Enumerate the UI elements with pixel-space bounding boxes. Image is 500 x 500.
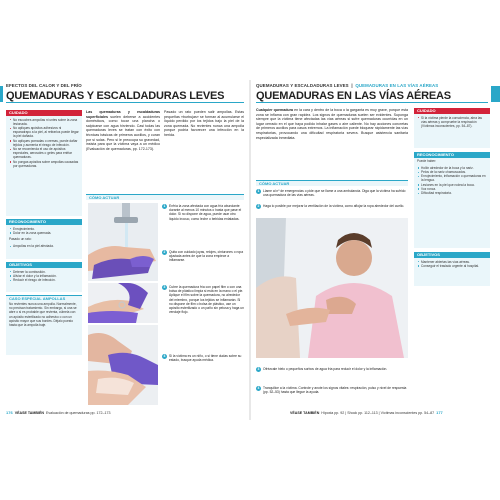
step-number: 4: [257, 386, 260, 390]
recognition-header: RECONOCIMIENTO: [414, 152, 490, 158]
right-title-bar: [256, 89, 488, 103]
right-page-number: 177: [436, 410, 443, 415]
right-running-head-b: QUEMADURAS EN LAS VÍAS AÉREAS: [355, 83, 439, 88]
objectives-header: OBJETIVOS: [414, 252, 490, 258]
left-intro-text: suelen deberse a accidentes domésticos, como tocar una plancha o salpicarse con agua hirviendo. Casi todas las quemaduras leves se tratan con éxito con técnicas básicas de primeros auxilios, y curan por sí solas. Pero si le preocupa su gravedad, insista para que la víctima vaya a un médico (Evaluación de quemaduras, pp. 172-173).: [86, 114, 160, 151]
caution-list: [414, 114, 490, 130]
photo-removing-jewelry: [88, 283, 158, 323]
right-footer: [290, 410, 443, 415]
step-number: 3: [257, 367, 260, 371]
list-item: No apliques apósitos adhesivos ni esparadrapo a la piel, al retirarlos puede llegar la piel dañada.: [10, 126, 79, 139]
special-label: CASO ESPECIAL: [9, 296, 42, 301]
step-number: 1: [257, 189, 260, 193]
list-item: Conseguir el traslado urgente al hospital.: [418, 264, 487, 268]
left-see-also-label: VÉASE TAMBIÉN: [14, 411, 44, 415]
step-number: 4: [163, 354, 166, 358]
recognition-after: Pasado un rato:: [9, 237, 32, 242]
step-number: 3: [163, 285, 166, 289]
left-footer: [6, 410, 111, 415]
list-item: Aliviar el dolor y la inflamación.: [10, 274, 79, 278]
photo-cooling-burn-under-tap: [88, 203, 158, 281]
left-intro-lead: Las quemaduras y escaldaduras superficiales: [86, 110, 160, 119]
left-recognition-box: [6, 219, 82, 259]
step-number: 2: [257, 204, 260, 208]
left-caution-box: [6, 110, 82, 216]
recognition-header: RECONOCIMIENTO: [6, 219, 82, 225]
caution-list: [6, 116, 82, 169]
list-item: No apliques pomadas o cremas, puede dañar tejidos y aumenta el riesgo de infección.: [10, 139, 79, 147]
step-number: 2: [163, 250, 166, 254]
right-see-also: Hipoxia pp. 92 | Shock pp. 112–113 | Víctimas inconscientes pp. 54–87: [321, 411, 435, 415]
recognition-list: [6, 225, 82, 236]
right-step-1: Llame al nº de emergencias o pide que se llame a una ambulancia. Diga que la víctima ha sufrido una quemadura de las vías aéreas.: [263, 189, 406, 198]
special-text: No revientes nunca una ampolla. Normalmente, no precisan tratamiento. Sin embargo, si una se abre o si es probable que revienta, cúbrela con un apósito esterilizado no adhesivo o con un apósito mayor que sus bordes. Déjalo puesto hasta que la ampolla baje.: [9, 302, 77, 328]
list-item: No se recomienda el uso de apósitos especiales, aerosoles o geles para enfriar quemaduras.: [10, 147, 79, 160]
recognition-list: [414, 164, 490, 196]
list-item: Reducir el riesgo de infección.: [10, 278, 79, 282]
left-step-4: Si la víctima es un niño, o si tiene dudas sobre su estado, busque ayuda médica.: [169, 354, 242, 363]
special-sublabel: AMPOLLAS: [42, 296, 66, 301]
objectives-list: [414, 258, 490, 269]
book-gutter: [249, 80, 251, 420]
list-item: Enrojecimiento, inflamación o quemaduras en la lengua.: [418, 174, 487, 182]
list-item: Mantener abiertas las vías aéreas.: [418, 260, 487, 264]
right-how-to-act: CÓMO ACTUAR: [256, 180, 408, 186]
list-item: No escuches ampollas ni untes sobre la zona lesionada.: [10, 118, 79, 126]
list-item: Si la víctima pierde la consciencia, abra las vías aéreas y compruebe la respiración (Víctimas inconscientes, pp. 54–87).: [418, 116, 487, 129]
left-page-number: 176: [6, 410, 13, 415]
objectives-header: OBJETIVOS: [6, 262, 82, 268]
list-item: Voz ronca.: [418, 187, 487, 191]
list-item: Hollín alrededor de la boca y la nariz.: [418, 166, 487, 170]
recognition-list-2: [6, 243, 82, 250]
right-intro: [256, 108, 408, 140]
list-item: Dolor en la zona quemada.: [10, 231, 79, 235]
left-special-box: [6, 295, 82, 355]
left-intro: [86, 110, 160, 151]
step-number: 1: [163, 204, 166, 208]
left-title-bar: [6, 89, 244, 103]
right-step-2: Haga lo posible por mejorar la ventilación de la víctima, como aflojar la ropa alrededor del cuello.: [263, 204, 405, 208]
right-step-4: Tranquilice a la víctima. Controle y anote los signos vitales: respiración, pulso y nivel de respuesta (pp. 52–53) hasta que llegue la ayuda.: [263, 386, 407, 395]
list-item: Ampollas en la piel afectada.: [10, 244, 79, 248]
right-recognition-box: [414, 152, 490, 248]
left-step-1: Enfría la zona afectada con agua fría abundante durante al menos 10 minutos o hasta que pase el dolor. Si no dispone de agua, puede usar otro líquido inocuo, como leche o bebidas enlatadas.: [169, 204, 242, 221]
photo-victim-airway-burn: [256, 218, 408, 358]
right-page-title: QUEMADURAS EN LAS VÍAS AÉREAS: [256, 90, 451, 102]
list-item: Dificultad respiratoria.: [418, 191, 487, 195]
left-intro-2: Pasado un rato pueden salir ampollas. Estas pequeñas «burbujas» se forman al acumularse el líquido perdido por los tejidos bajo la piel de la zona quemada. No revientes nunca una ampolla porque podría favorecer una infección en la herida.: [164, 110, 244, 137]
left-page-title: QUEMADURAS Y ESCALDADURAS LEVES: [6, 90, 225, 102]
right-intro-text: en la cara y dentro de la boca o la garganta es muy grave, porque esta zona se inflama con gran rapidez. Los signos de quemaduras suelen ser evidentes. Suponga siempre que la víctima tiene afectadas las vías aéreas si sufre quemaduras ocurridas en un lugar cerrado en el que haya podido inhalar gases o aire caliente. No hay acciones concretas de primeros auxilios para casos extremos. La inflamación puede bloquear rápidamente las vías respiratorias, provocando una dificultad respiratoria severa. Busque asistencia sanitaria especializada inmediata.: [256, 108, 409, 140]
caution-header: CUIDADO: [6, 110, 82, 116]
list-item: No pongas apósitos sobre ampollas causadas por quemaduras.: [10, 160, 79, 168]
right-step-3: Ofrézcale hielo o pequeños sorbos de agua fría para reducir el dolor y la inflamación.: [263, 367, 388, 371]
left-running-head: EFECTOS DEL CALOR Y DEL FRÍO: [6, 83, 82, 88]
right-objectives-box: [414, 252, 490, 286]
list-item: Detener la combustión.: [10, 270, 79, 274]
objectives-list: [6, 268, 82, 284]
list-item: Enrojecimiento.: [10, 227, 79, 231]
right-caution-box: [414, 108, 490, 148]
left-see-also: Evaluación de quemaduras pp. 172–173: [45, 411, 111, 415]
right-see-also-label: VÉASE TAMBIÉN: [290, 411, 320, 415]
left-objectives-box: [6, 262, 82, 292]
left-step-3: Cubre la quemadura fría con papel film o con una bolsa de plástico limpia si está en la mano o el pie. Aplique el film sobre la quemadura, no alrededor del miembro, porque los tejidos se inflamarán. Si no dispone de film o bolsa de plástico, use un apósito esterilizado o un paño sin pelusa y haga un vendaje flojo.: [169, 285, 244, 315]
left-step-2: Quita con cuidado joyas, relojes, cinturones o ropa ajustada antes de que la zona empiece a inflamarse.: [169, 250, 244, 263]
caution-header: CUIDADO: [414, 108, 490, 114]
right-edge-tab: [491, 86, 500, 102]
list-item: Lesiones en la piel que rodea la boca.: [418, 183, 487, 187]
photo-covering-burn-with-film: [88, 325, 158, 405]
list-item: Pelos de la nariz chamuscados.: [418, 170, 487, 174]
left-how-to-act: CÓMO ACTUAR: [86, 194, 244, 200]
right-intro-lead: Cualquier quemadura: [256, 108, 294, 112]
left-edge-tab: [0, 86, 3, 102]
recognition-intro: Puede haber:: [417, 159, 437, 163]
right-running-head-a: QUEMADURAS Y ESCALDADURAS LEVES: [256, 83, 349, 88]
right-running-head: QUEMADURAS Y ESCALDADURAS LEVES | QUEMADURAS EN LAS VÍAS AÉREAS: [256, 83, 439, 88]
